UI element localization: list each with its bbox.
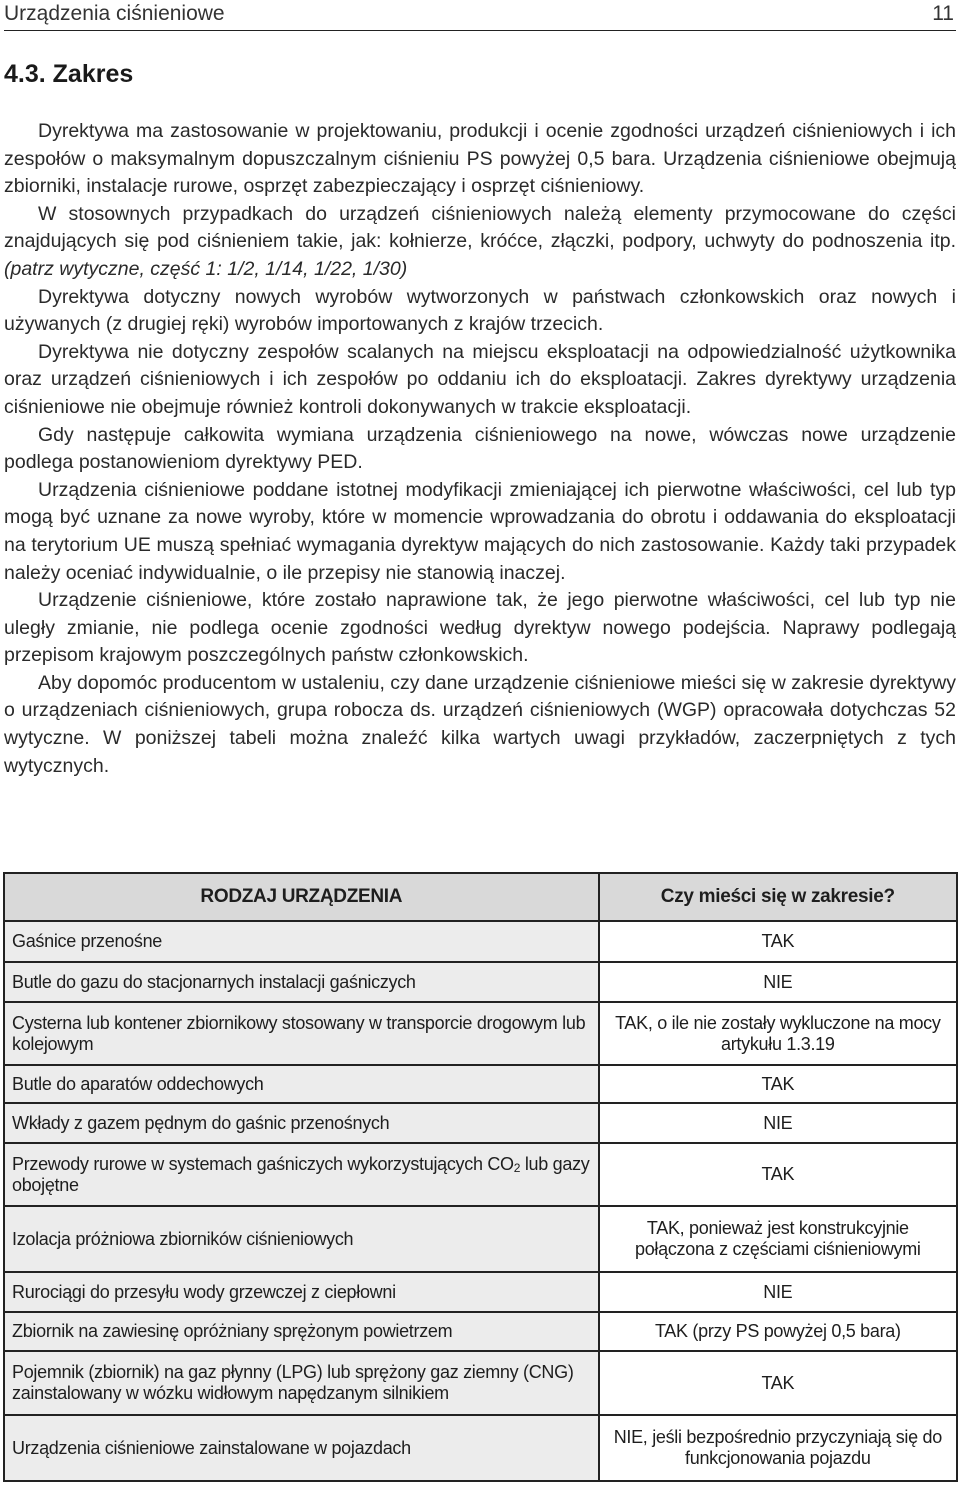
column-header-device-type: RODZAJ URZĄDZENIA [4,873,599,921]
device-cell [4,1143,599,1206]
paragraph-text: Dyrektywa ma zastosowanie w projektowaniu, produkcji i ocenie zgodności urządzeń ciśnieniowych i ich zespołów o maksymalnym dopuszczalnym ciśnieniu PS powyżej 0,5 bara. Urządzenia ciśnieniowe obejmują zbiorniki, instalacje rurowe, osprzęt zabezpieczający i osprzęt ciśnieniowy. [4,120,956,198]
table-row [4,962,957,1002]
table-header-row [4,873,957,921]
paragraph-text: W stosownych przypadkach do urządzeń ciśnieniowych należą elementy przymocowane do części znajdujących się pod ciśnieniem takie, jak: kołnierze, króćce, złączki, podpory, uchwyty do podnoszenia itp. [4,202,956,253]
device-cell: Cysterna lub kontener zbiornikowy stosowany w transporcie drogowym lub kolejowym [4,1002,599,1065]
answer-cell: TAK [599,1351,957,1415]
device-cell: Gaśnice przenośne [4,921,599,962]
answer-cell: TAK, o ile nie zostały wykluczone na mocy artykułu 1.3.19 [599,1002,957,1065]
paragraph-text: Dyrektywa nie dotyczny zespołów scalanych na miejscu eksploatacji na odpowiedzialność użytkownika oraz urządzeń ciśnieniowych i ich zespołów po oddaniu ich do eksploatacji. Zakres dyrektywy urządzenia ciśnieniowe nie obejmuje również kontroli dokonywanych w trakcie eksploatacji. [4,340,956,418]
subscript: 2 [513,1160,521,1175]
running-title: Urządzenia ciśnieniowe [4,2,225,25]
answer-cell: NIE [599,1103,957,1143]
table-row [4,1415,957,1481]
page-number: 11 [932,2,954,25]
reference-note: (patrz wytyczne, część 1: 1/2, 1/14, 1/22, 1/30) [4,257,408,280]
paragraph [4,339,956,422]
device-cell: Butle do gazu do stacjonarnych instalacji gaśniczych [4,962,599,1002]
table-row [4,1351,957,1415]
table-row [4,1312,957,1351]
table-row [4,1065,957,1103]
paragraph [4,201,956,284]
table-row [4,1002,957,1065]
device-cell: Izolacja próżniowa zbiorników ciśnieniowych [4,1206,599,1272]
answer-cell: TAK [599,1143,957,1206]
device-text-tail: lub gazy obojętne [12,1153,590,1195]
answer-cell: TAK (przy PS powyżej 0,5 bara) [599,1312,957,1351]
paragraph [4,422,956,477]
body-text [4,118,956,780]
answer-cell: TAK [599,921,957,962]
paragraph-text: Urządzenie ciśnieniowe, które zostało naprawione tak, że jego pierwotne właściwości, cel lub typ nie uległy zmianie, nie podlega ocenie zgodności według dyrektyw nowego podejścia. Naprawy podlegają przepisom krajowym poszczególnych państw członkowskich. [4,589,956,667]
table-row [4,1272,957,1312]
paragraph [4,118,956,201]
section-title: 4.3. Zakres [4,60,134,88]
paragraph [4,670,956,780]
scope-table [3,872,958,1482]
answer-cell: TAK [599,1065,957,1103]
table-row [4,1143,957,1206]
device-cell: Wkłady z gazem pędnym do gaśnic przenośnych [4,1103,599,1143]
paragraph-text: Aby dopomóc producentom w ustaleniu, czy dane urządzenie ciśnieniowe mieści się w zakresie dyrektywy o urządzeniach ciśnieniowych, grupa robocza ds. urządzeń ciśnieniowych (WGP) opracowała dotychczas 52 wytyczne. W poniższej tabeli można znaleźć kilka wartych uwagi przykładów, zaczerpniętych z tych wytycznych. [4,671,957,777]
device-cell: Rurociągi do przesyłu wody grzewczej z ciepłowni [4,1272,599,1312]
header-rule [4,30,956,31]
table-row [4,1103,957,1143]
answer-cell: TAK, ponieważ jest konstrukcyjnie połączona z częściami ciśnieniowymi [599,1206,957,1272]
answer-cell: NIE, jeśli bezpośrednio przyczyniają się do funkcjonowania pojazdu [599,1415,957,1481]
device-cell: Butle do aparatów oddechowych [4,1065,599,1103]
device-text: Przewody rurowe w systemach gaśniczych wykorzystujących CO [12,1153,514,1174]
table-row [4,921,957,962]
paragraph-text: Dyrektywa dotyczny nowych wyrobów wytworzonych w państwach członkowskich oraz nowych i używanych (z drugiej ręki) wyrobów importowanych z krajów trzecich. [4,285,956,336]
paragraph [4,284,956,339]
table-row [4,1206,957,1272]
device-cell: Pojemnik (zbiornik) na gaz płynny (LPG) lub sprężony gaz ziemny (CNG) zainstalowany w wózku widłowym napędzanym silnikiem [4,1351,599,1415]
column-header-in-scope: Czy mieści się w zakresie? [599,873,957,921]
device-cell: Urządzenia ciśnieniowe zainstalowane w pojazdach [4,1415,599,1481]
device-cell: Zbiornik na zawiesinę opróżniany sprężonym powietrzem [4,1312,599,1351]
paragraph-text: Urządzenia ciśnieniowe poddane istotnej modyfikacji zmieniającej ich pierwotne właściwości, cel lub typ mogą być uznane za nowe wyroby, które w momencie wprowadzania do obrotu i oddawania do eksploatacji na terytorium UE muszą spełniać wymagania dyrektyw mających do nich zastosowanie. Każdy taki przypadek należy oceniać indywidualnie, o ile przepisy nie stanowią inaczej. [4,478,956,584]
answer-cell: NIE [599,962,957,1002]
answer-cell: NIE [599,1272,957,1312]
page-header [4,0,954,28]
paragraph [4,587,956,670]
paragraph [4,477,956,587]
paragraph-text: Gdy następuje całkowita wymiana urządzenia ciśnieniowego na nowe, wówczas nowe urządzenie podlega postanowieniom dyrektywy PED. [4,423,956,474]
